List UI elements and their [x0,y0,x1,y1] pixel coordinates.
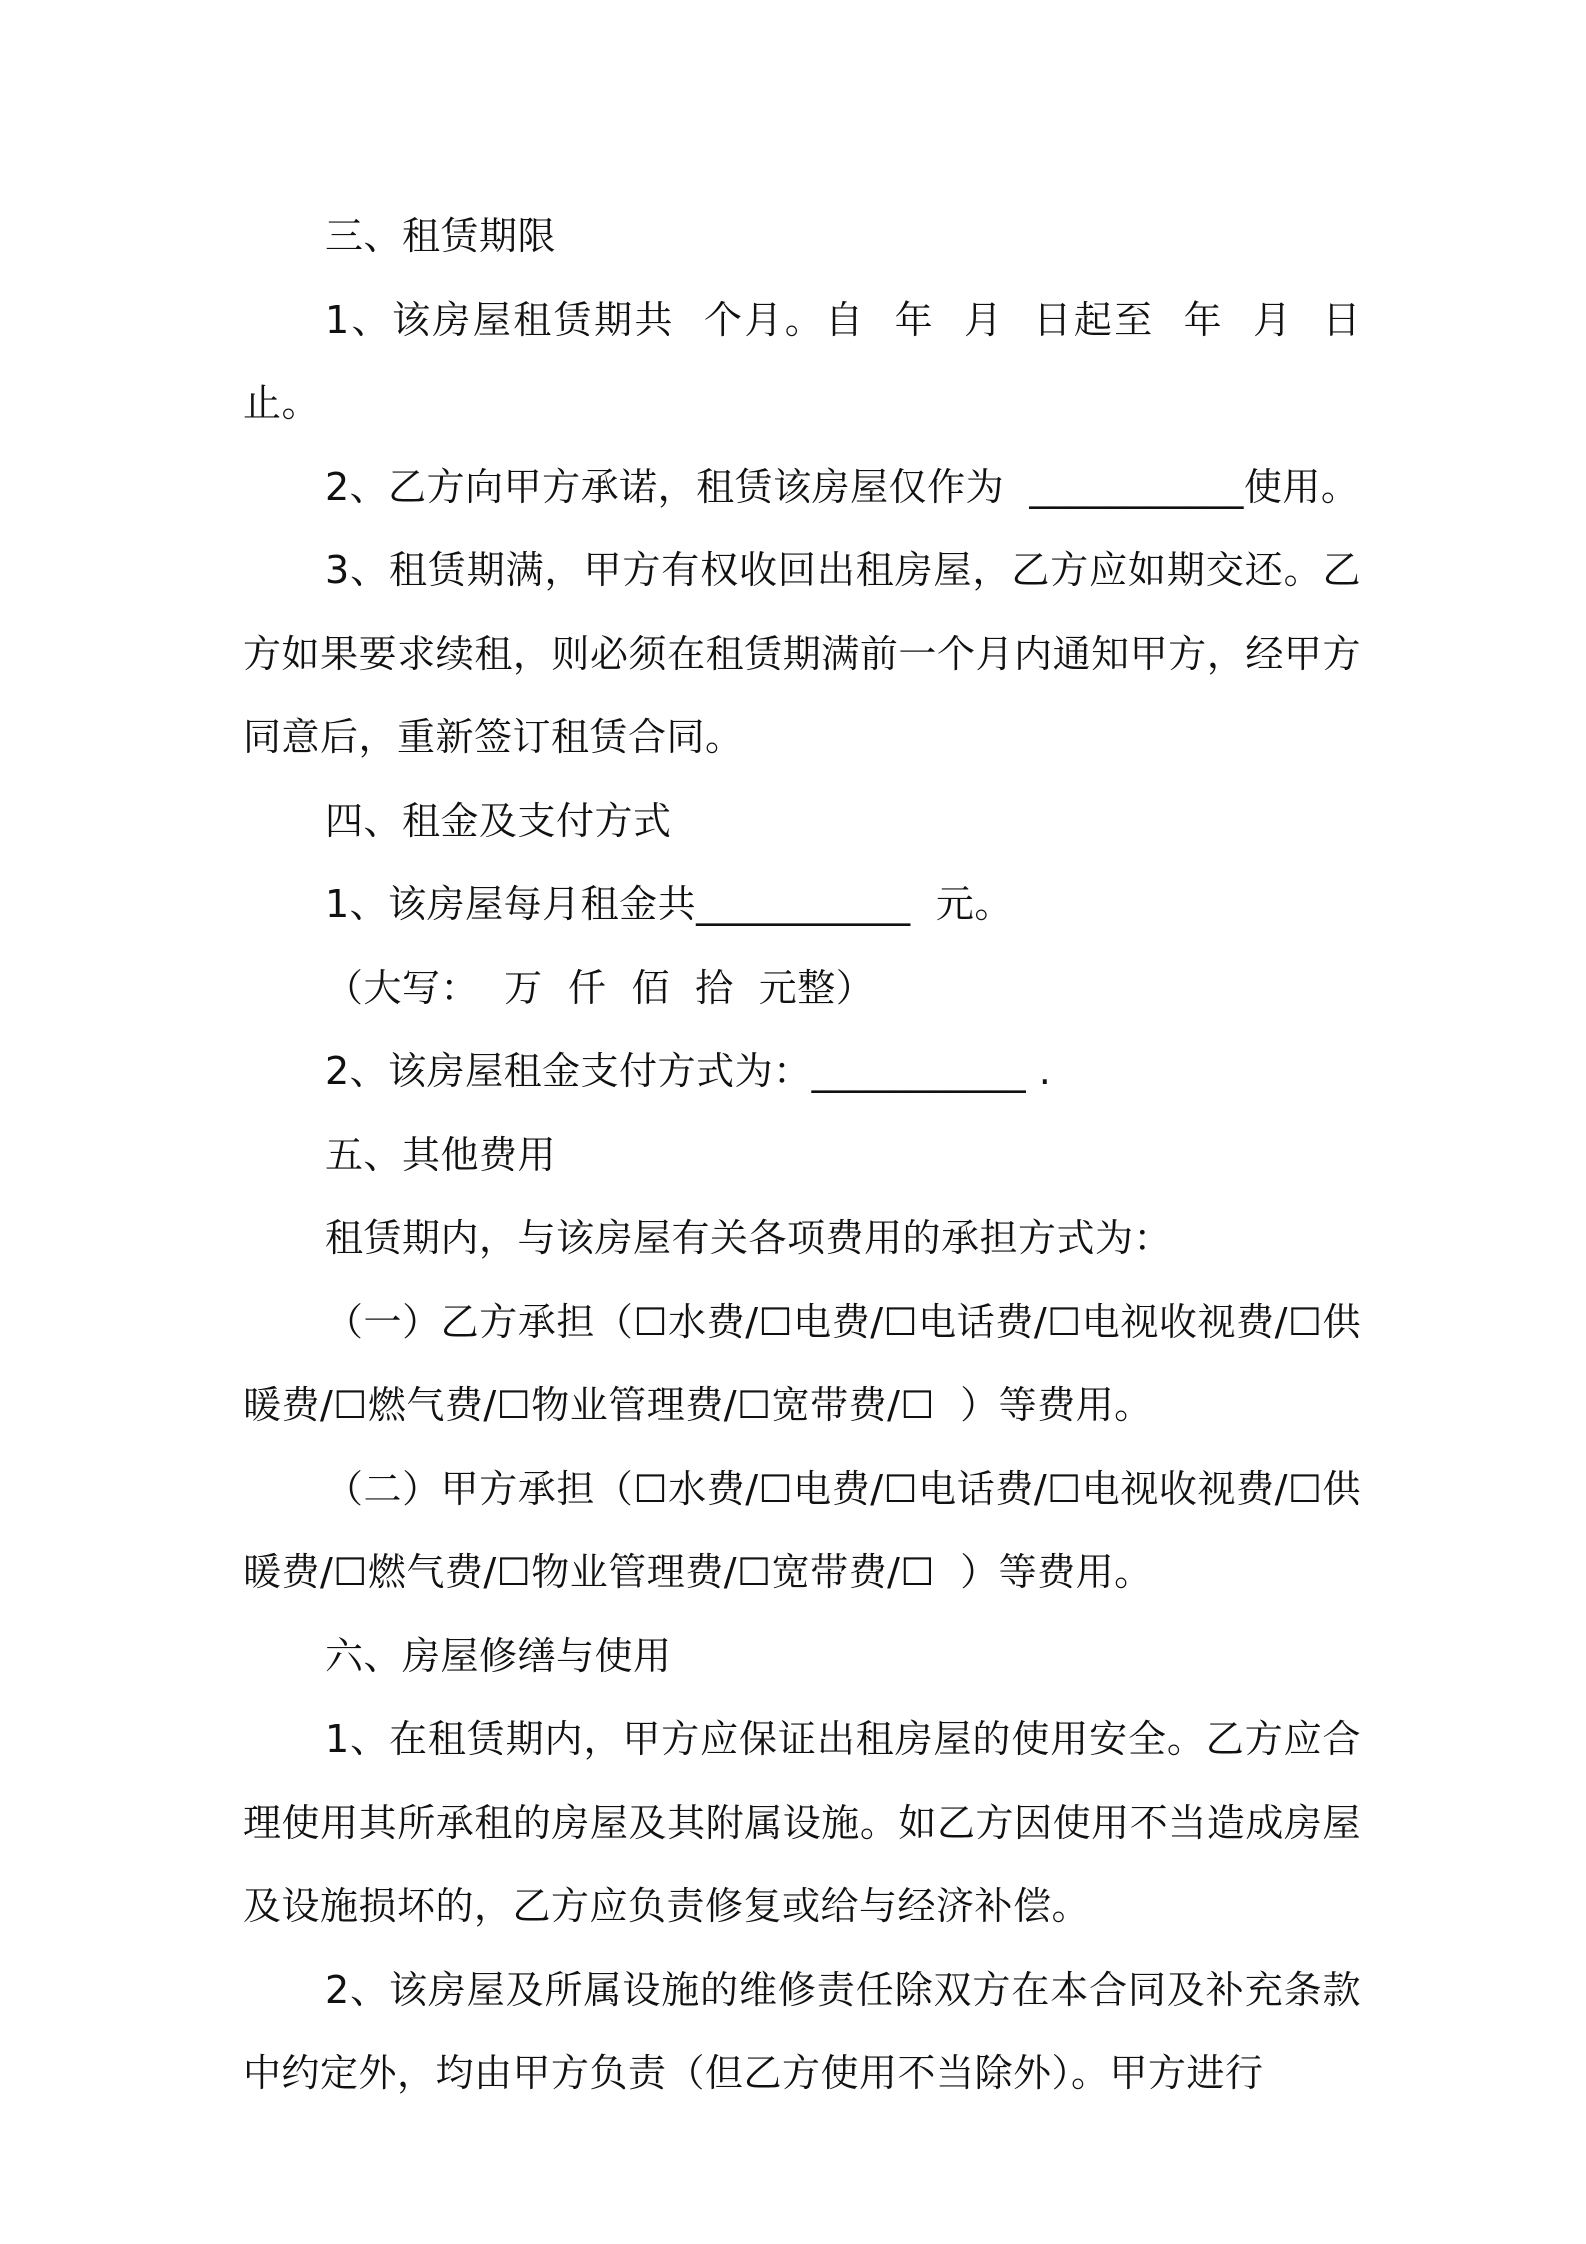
section-heading-repair-use: 六、房屋修缮与使用 [325,1633,672,1678]
clause-tenant-fees: （一）乙方承担（☐水费/☐电费/☐电话费/☐电视收视费/☐供暖费/☐燃气费/☐物业管理费/☐宽带费/☐ ）等费用。 [243,1299,1361,1427]
clause-lease-purpose: 2、乙方向甲方承诺，租赁该房屋仅作为 ___________使用。 [325,464,1360,509]
document-body [243,195,1361,2116]
section-heading-rent-payment: 四、租金及支付方式 [325,798,672,843]
clause-maintenance: 2、该房屋及所属设施的维修责任除双方在本合同及补充条款中约定外，均由甲方负责（但乙方使用不当除外）。甲方进行 [243,1967,1361,2095]
clause-rent-in-words: （大写： 万 仟 佰 拾 元整） [325,965,875,1010]
section-heading-lease-term: 三、租赁期限 [325,214,557,258]
clause-safe-use: 1、在租赁期内，甲方应保证出租房屋的使用安全。乙方应合理使用其所承租的房屋及其附属设施。如乙方因使用不当造成房屋及设施损坏的，乙方应负责修复或给与经济补偿。 [243,1717,1361,1928]
clause-monthly-rent: 1、该房屋每月租金共___________ 元。 [325,882,1013,926]
clause-landlord-fees: （二）甲方承担（☐水费/☐电费/☐电话费/☐电视收视费/☐供暖费/☐燃气费/☐物业管理费/☐宽带费/☐ ）等费用。 [243,1466,1361,1594]
clause-lease-renewal: 3、租赁期满，甲方有权收回出租房屋，乙方应如期交还。乙方如果要求续租，则必须在租赁期满前一个月内通知甲方，经甲方同意后，重新签订租赁合同。 [243,548,1361,759]
section-heading-other-fees: 五、其他费用 [325,1132,557,1177]
clause-fees-intro: 租赁期内，与该房屋有关各项费用的承担方式为： [325,1216,1173,1260]
clause-lease-period: 1、该房屋租赁期共 个月。自 年 月 日起至 年 月 日止。 [243,297,1361,425]
clause-payment-method: 2、该房屋租金支付方式为：___________ . [325,1049,1052,1093]
